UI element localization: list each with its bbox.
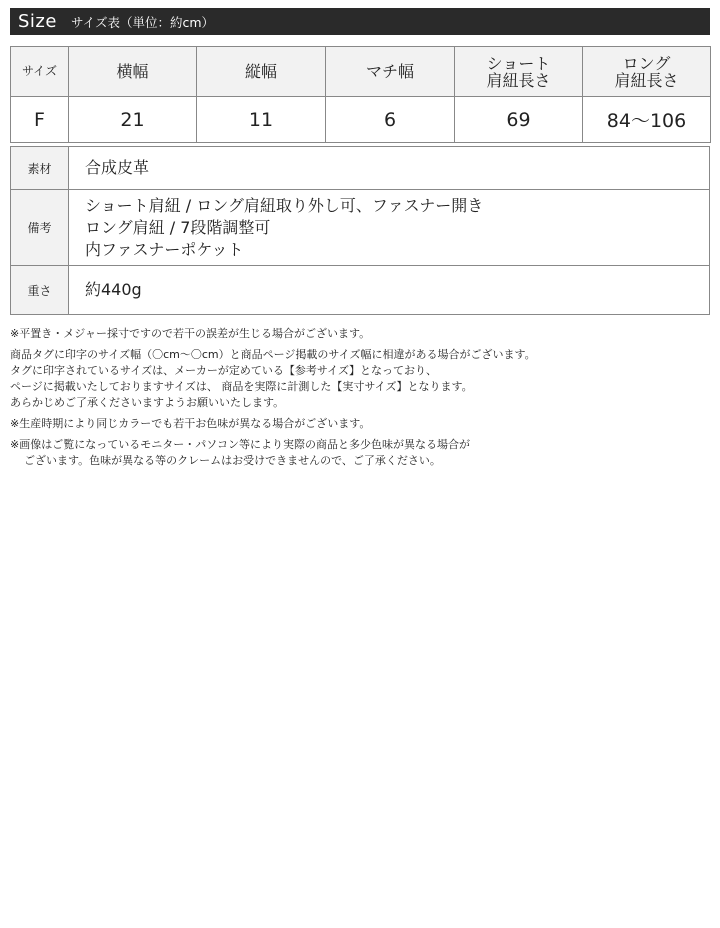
size-title: Size (18, 11, 57, 32)
cell-long-strap: 84〜106 (583, 97, 711, 143)
size-table-row (11, 97, 711, 143)
size-header-bar (10, 8, 710, 35)
size-table (10, 46, 711, 143)
notes-line: ロング肩紐 / 7段階調整可 (85, 217, 271, 237)
notes-line: ショート肩紐 / ロング肩紐取り外し可、ファスナー開き (85, 195, 484, 215)
size-subtitle: サイズ表（単位：約cm） (70, 14, 215, 30)
weight-value: 約440g (69, 266, 710, 315)
header-height: 縦幅 (197, 47, 326, 97)
footnote-measurement: ※平置き・メジャー採寸ですので若干の誤差が生じる場合がございます。 (10, 327, 371, 340)
weight-row (11, 266, 710, 315)
notes-label: 備考 (11, 190, 69, 266)
header-long-strap: ロング 肩紐長さ (583, 47, 711, 97)
cell-size: F (11, 97, 69, 143)
cell-width: 21 (69, 97, 197, 143)
cell-short-strap: 69 (455, 97, 583, 143)
size-table-header-row (11, 47, 711, 97)
footnote-color-lot: ※生産時期により同じカラーでも若干お色味が異なる場合がございます。 (10, 417, 371, 430)
header-short-strap: ショート 肩紐長さ (455, 47, 583, 97)
notes-value (69, 190, 710, 266)
info-table (10, 146, 710, 315)
notes-row (11, 190, 710, 266)
footnote-monitor: ※画像はご覧になっているモニター・パソコン等により実際の商品と多少色味が異なる場合が ございます。色味が異なる等のクレームはお受けできませんので、ご了承ください。 (10, 438, 470, 467)
header-width: 横幅 (69, 47, 197, 97)
header-gusset: マチ幅 (326, 47, 455, 97)
material-row (11, 147, 710, 190)
cell-height: 11 (197, 97, 326, 143)
material-value: 合成皮革 (69, 147, 710, 190)
weight-label: 重さ (11, 266, 69, 315)
footnotes (10, 326, 710, 474)
notes-line: 内ファスナーポケット (85, 239, 244, 259)
footnote-tag-size: 商品タグに印字のサイズ幅（〇cm〜〇cm）と商品ページ掲載のサイズ幅に相違がある場合がございます。 タグに印字されているサイズは、メーカーが定めている【参考サイズ】となっており、 ページに掲載いたしておりますサイズは、 商品を実際に計測した【実寸サイズ】となります。 あらかじめご了承くださいますようお願いいたします。 (10, 348, 536, 409)
header-size: サイズ (11, 47, 69, 97)
material-label: 素材 (11, 147, 69, 190)
cell-gusset: 6 (326, 97, 455, 143)
